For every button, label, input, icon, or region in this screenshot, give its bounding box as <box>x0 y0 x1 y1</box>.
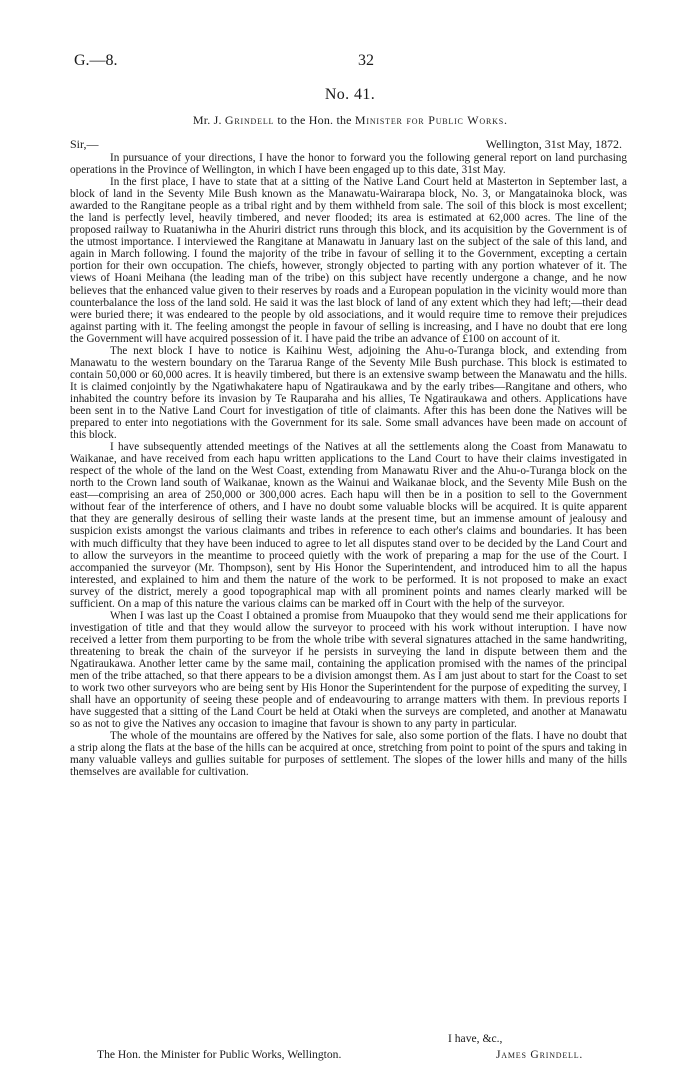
paragraph: In the first place, I have to state that at a sitting of the Native Land Court held at Masterton in September last, a block of land in the Seventy Mile Bush known as the Manawatu-Wairarapa block, No. 3, or Mangatainoka block, was awarded to the Rangitane people as a tribal right and by them withheld from sale. The soil of this block is most excellent; the land is perfectly level, heavily timbered, and never flooded; its area is estimated at 62,000 acres. The line of the proposed railway to Ruataniwha in the Ahuriri district runs through this block, and its acquisition by the Government is of the utmost importance. I interviewed the Rangitane at Manawatu in January last on the subject of the sale of this land, and again in March following. I found the majority of the tribe in favour of selling it to the Government, excepting a certain portion for their own occupation. The chiefs, however, strongly objected to parting with any portion whatever of it. The views of Hoani Meihana (the leading man of the tribe) on this subject have recently undergone a change, and he now believes that the enhanced value given to their reserves by roads and a European population in the vicinity would more than counterbalance the loss of the land sold. He said it was the last block of land of any extent which they had left;—their dead were buried there; it was endeared to the people by old associations, and it would require time to remove their prejudices against parting with it. The feeling amongst the people in favour of selling is increasing, and I have no doubt that ere long the Government will have acquired possession of it. I have paid the tribe an advance of £100 on account of it. <box>70 176 627 345</box>
paragraph: The next block I have to notice is Kaihinu West, adjoining the Ahu-o-Turanga block, and extending from Manawatu to the western boundary on the Tararua Range of the Seventy Mile Bush purchase. This block is estimated to contain 50,000 or 60,000 acres. It is heavily timbered, but there is an extensive swamp between the Manawatu and the hills. It is claimed conjointly by the Ngatiwhakatere hapu of Ngatiraukawa and by the early tribes—Rangitane and others, who inhabited the country before its invasion by Te Rauparaha and his allies, Te Ngatiraukawa and others. Applications have been sent in to the Native Land Court for investigation of title of claimants. After this has been done the Natives will be prepared to enter into negotiations with the Government for its sale. Some small advances have been made on account of this block. <box>70 344 627 442</box>
paragraph: I have subsequently attended meetings of the Natives at all the settlements along the Coast from Manawatu to Waikanae, and have received from each hapu written applications to the Land Court to have their claims investigated in respect of the whole of the land on the West Coast, extending from Manawatu River and the Ahu-o-Turanga block on the north to the Crown land south of Waikanae, known as the Wainui and Waikanae block, and the Seventy Mile Bush on the east—comprising an area of 250,000 or 300,000 acres. Each hapu will then be in a position to sell to the Government without fear of the interference of others, and I have no doubt some valuable blocks will be acquired. It is quite apparent that they are generally desirous of selling their waste lands at the present time, but an immense amount of jealousy and suspicion exists amongst the various claimants and tribes in reference to each other's claims and boundaries. It has been with much difficulty that they have been induced to agree to let all disputes stand over to be decided by the Land Court and to allow the surveyors in the meantime to proceed quietly with the work of preparing a map for the use of the Court. I accompanied the surveyor (Mr. Thompson), sent by His Honor the Superintendent, and introduced him to all the hapus interested, and explained to him and them the nature of the work to be performed. It is not proposed to make an exact survey of the district, merely a good topographical map with all prominent points and names clearly marked will be sufficient. On a map of this nature the various claims can be marked off in Court with the help of the surveyor. <box>70 441 627 610</box>
salutation: Sir,— <box>70 137 99 151</box>
page-number: 32 <box>358 52 374 69</box>
title-prefix: Mr. J. <box>192 113 222 127</box>
title-middle: to the Hon. the <box>277 113 352 127</box>
recipient-office: Minister for Public Works <box>354 113 504 127</box>
dateline: Wellington, 31st May, 1872. <box>485 137 622 151</box>
page-header <box>74 52 658 74</box>
letter-body <box>70 152 627 778</box>
author-name: Grindell <box>224 113 275 127</box>
addressee: The Hon. the Minister for Public Works, Wellington. <box>97 1048 342 1061</box>
signature: James Grindell. <box>496 1048 584 1061</box>
letter-title <box>0 113 700 128</box>
document-code: G.—8. <box>74 52 118 69</box>
paragraph: In pursuance of your directions, I have the honor to forward you the following general report on land purchasing operations in the Province of Wellington, in which I have been engaged up to this date, 31st May. <box>70 152 627 177</box>
letter-number: No. 41. <box>324 86 376 103</box>
title-end: . <box>503 113 508 127</box>
paragraph: The whole of the mountains are offered by the Natives for sale, also some portion of the flats. I have no doubt that a strip along the flats at the base of the hills can be acquired at once, stretching from point to point of the spurs and taking in many valuable valleys and gullies suitable for purposes of settlement. The slopes of the lower hills and many of the hills themselves are available for cultivation. <box>70 730 627 779</box>
paragraph: When I was last up the Coast I obtained a promise from Muaupoko that they would send me their applications for investigation of title and that they would allow the surveyor to proceed with his work without interuption. I have now received a letter from them purporting to be from the whole tribe with several signatures attached in the same handwriting, threatening to break the chain of the surveyor if he persists in surveying the land in dispute between them and the Ngatiraukawa. Another letter came by the same mail, containing the application promised with the names of the principal men of the tribe attached, so that there appears to be a division amongst them. As I am just about to start for the Coast to set to work two other surveyors who are being sent by His Honor the Superintendent for the purpose of expediting the survey, I shall have an opportunity of seeing these people and of endeavouring to arrange matters with them. In previous reports I have suggested that a sitting of the Land Court be held at Otaki when the surveys are completed, and another at Manawatu so as not to give the Natives any occasion to imagine that favour is shown to any party in particular. <box>70 609 627 731</box>
signoff: I have, &c., <box>448 1032 503 1045</box>
